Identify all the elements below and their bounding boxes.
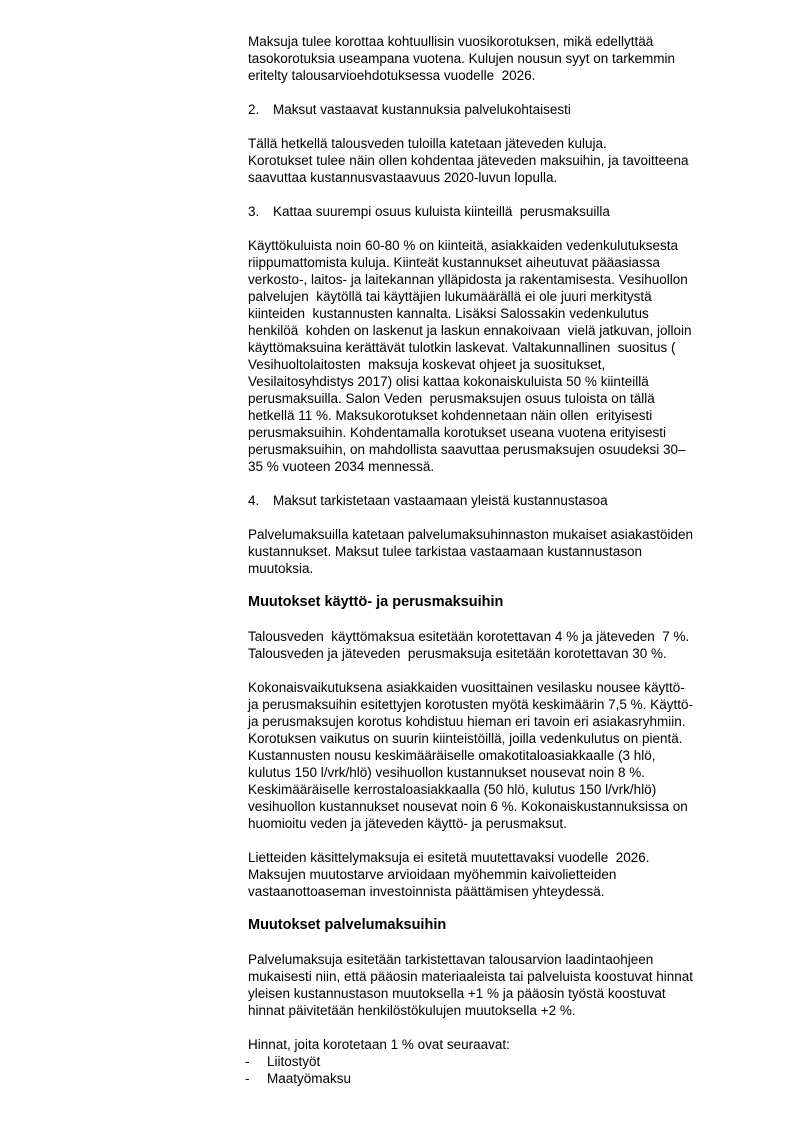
text-line: mukaisesti niin, että pääosin materiaaleista tai palveluista koostuvat hinnat [248, 969, 693, 984]
text-line: huomioitu veden ja jäteveden käyttö- ja perusmaksut. [248, 816, 567, 831]
dash-bullet: - [245, 1071, 250, 1086]
text-line: tasokorotuksia useampana vuotena. Kulujen nousun syyt on tarkemmin [248, 51, 675, 66]
numbered-heading [248, 101, 758, 118]
text-line: Muutokset palvelumaksuihin [248, 917, 447, 933]
text-line: perusmaksuilla. Salon Veden perusmaksujen osuus tuloista on tällä [248, 391, 655, 406]
list-item [245, 1070, 758, 1087]
text-line: hinnat päivitetään henkilöstökulujen muutoksella +2 %. [248, 1003, 576, 1018]
text-line: ja perusmaksuihin esitettyjen korotusten myötä keskimäärin 7,5 %. Käyttö- [248, 697, 693, 712]
text-line: Muutokset käyttö- ja perusmaksuihin [248, 594, 504, 610]
text-line: Kokonaisvaikutuksena asiakkaiden vuosittainen vesilasku nousee käyttö- [248, 680, 685, 695]
text-line: ja perusmaksujen korotus kohdistuu hieman eri tavoin eri asiakasryhmiin. [248, 714, 686, 729]
block-text [267, 1070, 351, 1087]
text-line: Keskimääräiselle kerrostaloasiakkaalla (50 hlö, kulutus 150 l/vrk/hlö) [248, 782, 657, 797]
text-line: Talousveden ja jäteveden perusmaksuja esitetään korotettavan 30 %. [248, 646, 667, 661]
text-line: Hinnat, joita korotetaan 1 % ovat seuraavat: [248, 1037, 510, 1052]
paragraph [248, 526, 758, 577]
text-line: Kustannusten nousu keskimääräiselle omakotitaloasiakkaalle (3 hlö, [248, 748, 656, 763]
text-line: riippumattomista kuluja. Kiinteät kustannukset aiheutuvat pääasiassa [248, 255, 660, 270]
text-line: Maksujen muutostarve arvioidaan myöhemmin kaivolietteiden [248, 867, 617, 882]
text-line: perusmaksuihin, on mahdollista saavuttaa perusmaksujen osuudeksi 30– [248, 442, 686, 457]
block-text [273, 203, 610, 220]
text-line: hetkellä 11 %. Maksukorotukset kohdennetaan näin ollen erityisesti [248, 408, 653, 423]
block-text [248, 951, 758, 1019]
block-text [248, 679, 758, 832]
text-line: Korotuksen vaikutus on suurin kiinteistöillä, joilla vedenkulutus on pientä. [248, 731, 683, 746]
text-line: vesihuollon kustannukset nousevat noin 6 %. Kokonaiskustannuksissa on [248, 799, 688, 814]
text-line: muutoksia. [248, 561, 314, 576]
paragraph [248, 1036, 758, 1053]
text-line: Käyttökuluista noin 60-80 % on kiinteitä, asiakkaiden vedenkulutuksesta [248, 238, 679, 253]
section-heading [248, 917, 758, 934]
document-body [245, 33, 758, 1087]
block-text [273, 101, 571, 118]
text-line: Vesilaitosyhdistys 2017) olisi kattaa kokonaiskuluista 50 % kiinteillä [248, 374, 649, 389]
block-text [248, 135, 758, 186]
text-line: Talousveden käyttömaksua esitetään korotettavan 4 % ja jäteveden 7 %. [248, 629, 690, 644]
block-text [248, 849, 758, 900]
paragraph [248, 237, 758, 475]
text-line: Lietteiden käsittelymaksuja ei esitetä muutettavaksi vuodelle 2026. [248, 850, 650, 865]
section-heading [248, 594, 758, 611]
text-line: Maksut vastaavat kustannuksia palvelukohtaisesti [273, 102, 571, 117]
numbered-heading [248, 203, 758, 220]
text-line: Liitostyöt [267, 1054, 321, 1069]
text-line: Maatyömaksu [267, 1071, 352, 1086]
dash-bullet: - [245, 1054, 250, 1069]
text-line: Vesihuoltolaitosten maksuja koskevat ohjeet ja suositukset, [248, 357, 606, 372]
list-item [245, 1053, 758, 1070]
text-line: vastaanottoaseman investoinnista päättämisen yhteydessä. [248, 884, 605, 899]
text-line: saavuttaa kustannusvastaavuus 2020-luvun lopulla. [248, 170, 558, 185]
text-line: Kattaa suurempi osuus kuluista kiinteillä perusmaksuilla [273, 204, 610, 219]
text-line: henkilöä kohden on laskenut ja laskun ennakoivaan vielä jatkuvan, jolloin [248, 323, 692, 338]
text-line: 35 % vuoteen 2034 mennessä. [248, 459, 435, 474]
item-number: 4. [248, 493, 260, 508]
item-number: 2. [248, 102, 260, 117]
text-line: käyttömaksuina kerättävät tulotkin laskevat. Valtakunnallinen suositus ( [248, 340, 676, 355]
text-line: verkosto-, laitos- ja laitekannan ylläpidosta ja rakentamisesta. Vesihuollon [248, 272, 688, 287]
block-text [248, 628, 758, 662]
block-text [248, 594, 758, 611]
block-text [267, 1053, 320, 1070]
text-line: kulutus 150 l/vrk/hlö) vesihuollon kustannukset nousevat noin 8 %. [248, 765, 645, 780]
block-text [273, 492, 608, 509]
text-line: Maksut tarkistetaan vastaamaan yleistä kustannustasoa [273, 493, 608, 508]
block-text [248, 33, 758, 84]
paragraph [248, 679, 758, 832]
text-line: Maksuja tulee korottaa kohtuullisin vuosikorotuksen, mikä edellyttää [248, 34, 654, 49]
numbered-heading [248, 492, 758, 509]
block-text [248, 526, 758, 577]
text-line: yleisen kustannustason muutoksella +1 % ja pääosin työstä koostuvat [248, 986, 666, 1001]
item-number: 3. [248, 204, 260, 219]
text-line: Tällä hetkellä talousveden tuloilla katetaan jäteveden kuluja. [248, 136, 607, 151]
text-line: kustannukset. Maksut tulee tarkistaa vastaamaan kustannustason [248, 544, 642, 559]
text-line: Palvelumaksuilla katetaan palvelumaksuhinnaston mukaiset asiakastöiden [248, 527, 694, 542]
text-line: palvelujen käytöllä tai käyttäjien lukumäärällä ei ole juuri merkitystä [248, 289, 652, 304]
paragraph [248, 33, 758, 84]
text-line: perusmaksuihin. Kohdentamalla korotukset useana vuotena erityisesti [248, 425, 666, 440]
text-line: Palvelumaksuja esitetään tarkistettavan talousarvion laadintaohjeen [248, 952, 654, 967]
paragraph [248, 135, 758, 186]
text-line: Korotukset tulee näin ollen kohdentaa jäteveden maksuihin, ja tavoitteena [248, 153, 689, 168]
text-line: kiinteiden kustannusten kannalta. Lisäksi Salossakin vedenkulutus [248, 306, 649, 321]
block-text [248, 917, 758, 934]
text-line: eritelty talousarvioehdotuksessa vuodelle 2026. [248, 68, 536, 83]
paragraph [248, 951, 758, 1019]
block-text [248, 1036, 758, 1053]
paragraph [248, 849, 758, 900]
paragraph [248, 628, 758, 662]
block-text [248, 237, 758, 475]
